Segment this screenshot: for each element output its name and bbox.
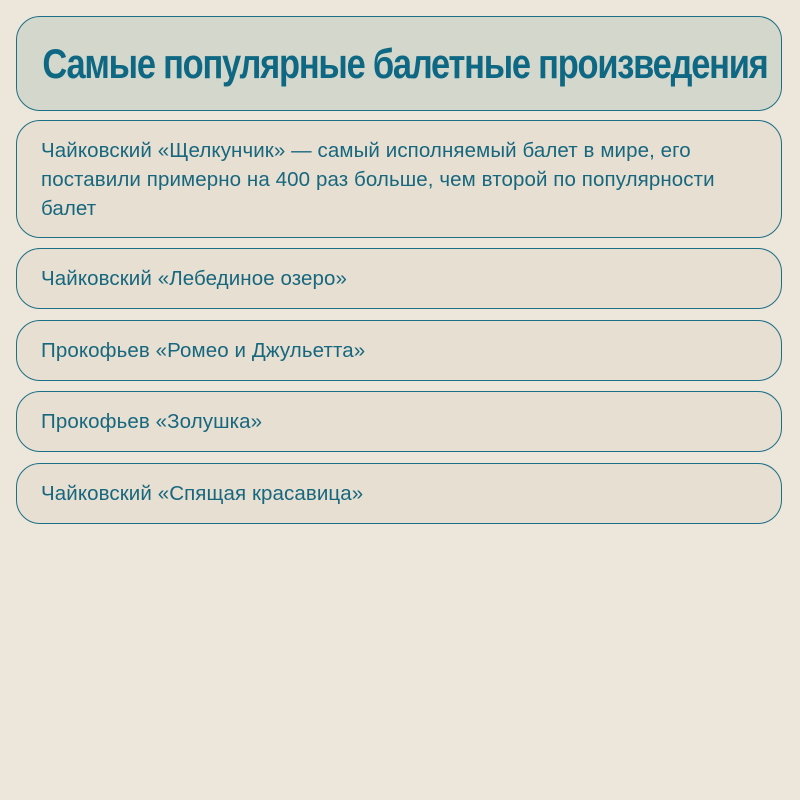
list-item-nutcracker [16,120,782,238]
list-item-text: Чайковский «Щелкунчик» — самый исполняемый балет в мире, его поставили примерно на 400 раз больше, чем второй по популярности балет [41,138,715,220]
list-item-cinderella [16,391,782,452]
list-item-swan-lake [16,248,782,309]
list-item-text: Прокофьев «Золушка» [41,410,263,433]
page-title: Самые популярные балетные произведения [42,39,768,87]
title-card [16,16,782,111]
list-item-romeo-and-juliet [16,320,782,381]
list-item-text: Прокофьев «Ромео и Джульетта» [41,339,366,362]
list-item-sleeping-beauty [16,463,782,524]
list-item-text: Чайковский «Лебединое озеро» [41,267,348,290]
list-item-text: Чайковский «Спящая красавица» [41,482,364,505]
